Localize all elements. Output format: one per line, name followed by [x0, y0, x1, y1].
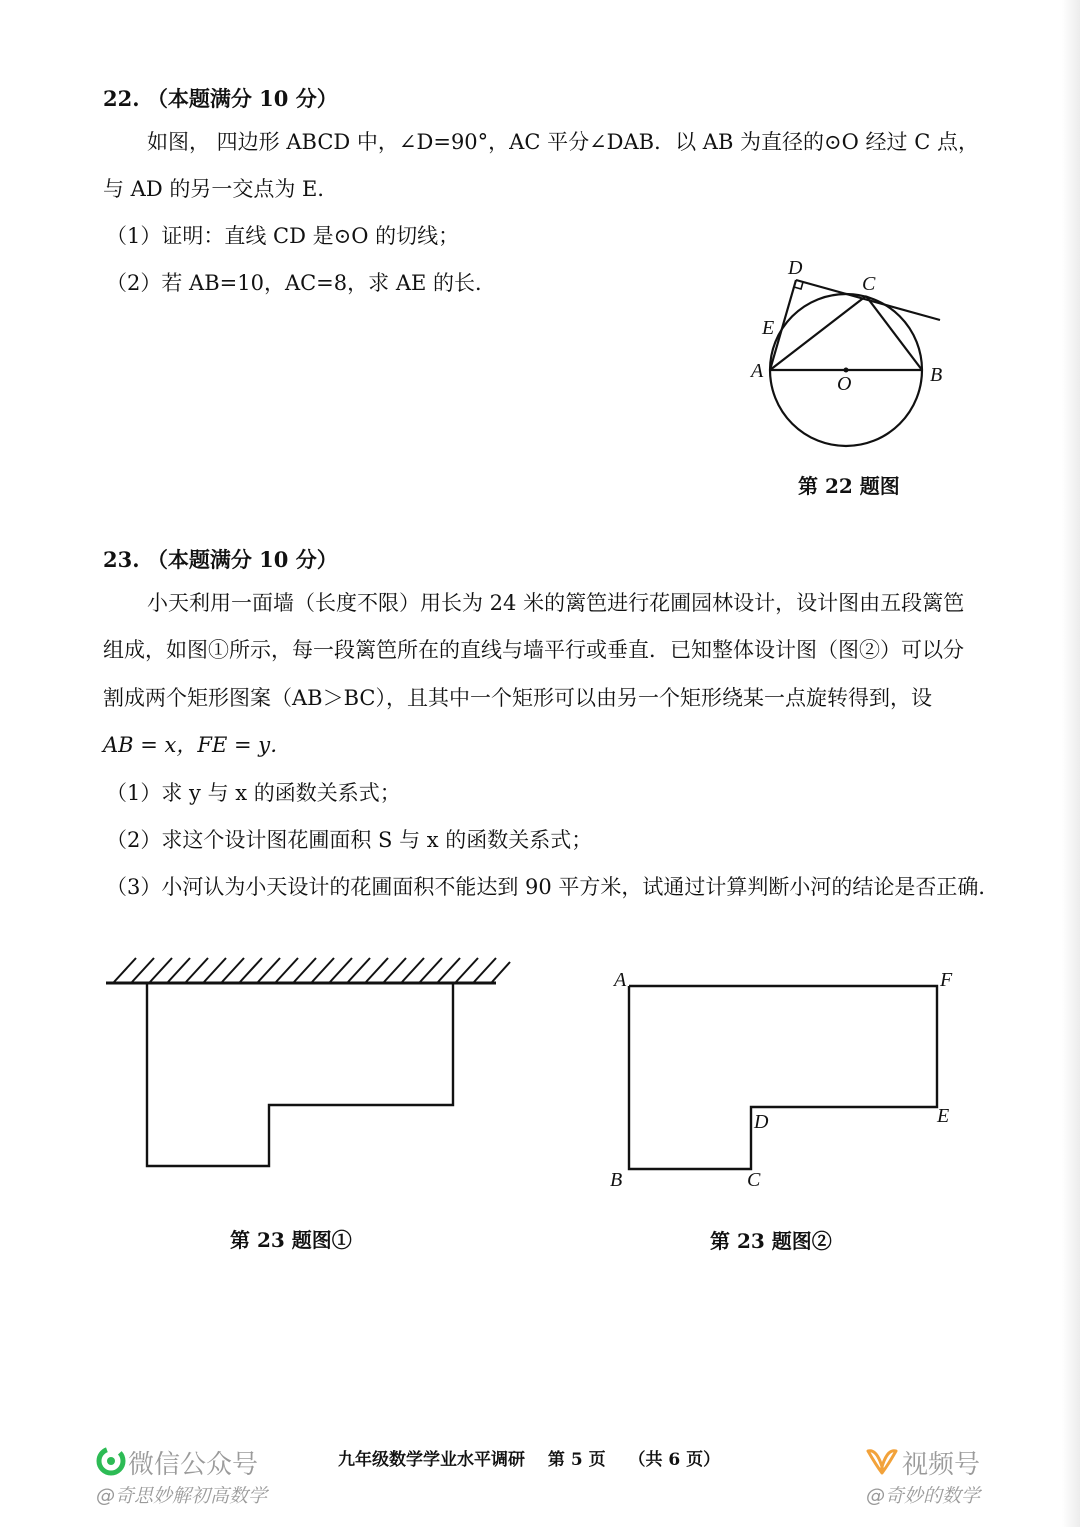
- q22-line1: 如图， 四边形 ABCD 中，∠D=90°，AC 平分∠DAB．以 AB 为直径的⊙O 经过 C 点，: [147, 130, 979, 154]
- label-a: A: [614, 969, 627, 991]
- wechat-channel-icon: [96, 1446, 126, 1476]
- q23-header: 23. （本题满分 10 分）: [103, 547, 338, 572]
- label-b: B: [930, 364, 943, 386]
- label-b: B: [610, 1169, 623, 1191]
- q23-figure1: [100, 950, 520, 1180]
- label-f: F: [940, 969, 953, 991]
- watermark-left-title: 微信公众号: [128, 1450, 259, 1480]
- q23-line3: 割成两个矩形图案（AB＞BC），且其中一个矩形可以由另一个矩形绕某一点旋转得到，设: [103, 686, 932, 710]
- watermark-right-handle: @奇妙的数学: [866, 1485, 981, 1507]
- wall-hatching: [114, 958, 510, 982]
- watermark-left-handle: @奇思妙解初高数学: [96, 1485, 268, 1507]
- fence-outline: [147, 983, 453, 1166]
- video-channel-icon: [866, 1447, 898, 1475]
- q22-part2: （2）若 AB=10，AC=8，求 AE 的长．: [106, 271, 496, 295]
- q23-line4: AB = x，FE = y．: [103, 733, 292, 757]
- q22-header: 22. （本题满分 10 分）: [103, 86, 338, 111]
- label-d: D: [754, 1111, 769, 1133]
- q23-part1: （1）求 y 与 x 的函数关系式；: [106, 781, 401, 805]
- q22-part1: （1）证明：直线 CD 是⊙O 的切线；: [106, 224, 460, 248]
- label-e: E: [762, 317, 775, 339]
- label-c: C: [747, 1169, 761, 1191]
- q22-figure: [740, 250, 960, 460]
- q23-line2: 组成，如图①所示，每一段篱笆所在的直线与墙平行或垂直．已知整体设计图（图②）可以分: [103, 638, 964, 662]
- q22-line2: 与 AD 的另一交点为 E．: [103, 177, 339, 201]
- watermark-right-title: 视频号: [902, 1450, 981, 1480]
- label-o: O: [837, 373, 852, 395]
- q23-part3: （3）小河认为小天设计的花圃面积不能达到 90 平方米，试通过计算判断小河的结论是否正确．: [106, 875, 1000, 899]
- q23-figure1-caption: 第 23 题图①: [230, 1228, 352, 1252]
- q23-line1: 小天利用一面墙（长度不限）用长为 24 米的篱笆进行花圃园林设计，设计图由五段篱笆: [147, 591, 965, 615]
- label-d: D: [788, 257, 803, 279]
- design-outline: [629, 986, 937, 1169]
- q23-part2: （2）求这个设计图花圃面积 S 与 x 的函数关系式；: [106, 828, 593, 852]
- q23-figure2: [600, 960, 970, 1200]
- label-c: C: [862, 273, 876, 295]
- center-point: [844, 368, 849, 373]
- segment-ac: [770, 296, 866, 370]
- page-edge-shadow: [1062, 0, 1080, 1527]
- page-footer: 九年级数学学业水平调研 第 5 页 （共 6 页）: [338, 1450, 721, 1470]
- label-e: E: [937, 1105, 950, 1127]
- label-a: A: [751, 360, 764, 382]
- q23-figure2-caption: 第 23 题图②: [710, 1229, 832, 1253]
- q22-caption: 第 22 题图: [798, 474, 900, 498]
